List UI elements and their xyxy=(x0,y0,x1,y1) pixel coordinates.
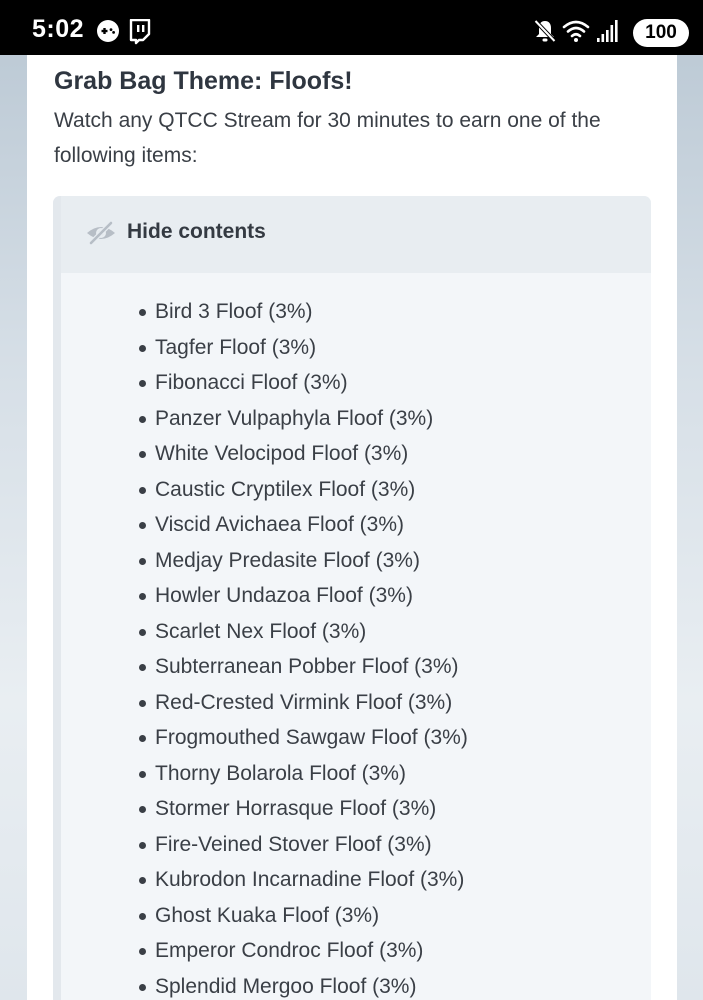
twitch-icon xyxy=(128,19,152,45)
status-bar xyxy=(0,0,703,55)
post-card xyxy=(27,55,677,1000)
list-item: Fire-Veined Stover Floof (3%) xyxy=(53,827,468,863)
wifi-icon xyxy=(562,19,590,43)
hide-contents-label: Hide contents xyxy=(127,220,266,243)
game-controller-icon xyxy=(96,19,120,43)
list-item: Splendid Mergoo Floof (3%) xyxy=(53,969,468,1000)
list-item: Caustic Cryptilex Floof (3%) xyxy=(53,472,468,508)
list-item: Ghost Kuaka Floof (3%) xyxy=(53,898,468,934)
list-item: Red-Crested Virmink Floof (3%) xyxy=(53,685,468,721)
list-item: Howler Undazoa Floof (3%) xyxy=(53,578,468,614)
battery-indicator: 100 xyxy=(633,19,689,47)
list-item: Panzer Vulpaphyla Floof (3%) xyxy=(53,401,468,437)
list-item: Subterranean Pobber Floof (3%) xyxy=(53,649,468,685)
hide-contents-button[interactable] xyxy=(61,196,651,273)
signal-icon xyxy=(596,19,618,43)
list-item: Frogmouthed Sawgaw Floof (3%) xyxy=(53,720,468,756)
list-item: Thorny Bolarola Floof (3%) xyxy=(53,756,468,792)
list-item: Bird 3 Floof (3%) xyxy=(53,294,468,330)
list-item: Fibonacci Floof (3%) xyxy=(53,365,468,401)
list-item: Kubrodon Incarnadine Floof (3%) xyxy=(53,862,468,898)
status-time: 5:02 xyxy=(32,15,85,43)
post-description: Watch any QTCC Stream for 30 minutes to earn one of the following items: xyxy=(54,109,601,167)
muted-icon xyxy=(534,19,556,43)
list-item: Viscid Avichaea Floof (3%) xyxy=(53,507,468,543)
list-item: White Velocipod Floof (3%) xyxy=(53,436,468,472)
spoiler-block xyxy=(53,196,651,1000)
post-title: Grab Bag Theme: Floofs! xyxy=(54,67,353,95)
list-item: Tagfer Floof (3%) xyxy=(53,330,468,366)
eye-slash-icon xyxy=(85,220,117,246)
list-item: Emperor Condroc Floof (3%) xyxy=(53,933,468,969)
grab-bag-item-list xyxy=(53,294,468,1000)
list-item: Scarlet Nex Floof (3%) xyxy=(53,614,468,650)
list-item: Medjay Predasite Floof (3%) xyxy=(53,543,468,579)
list-item: Stormer Horrasque Floof (3%) xyxy=(53,791,468,827)
